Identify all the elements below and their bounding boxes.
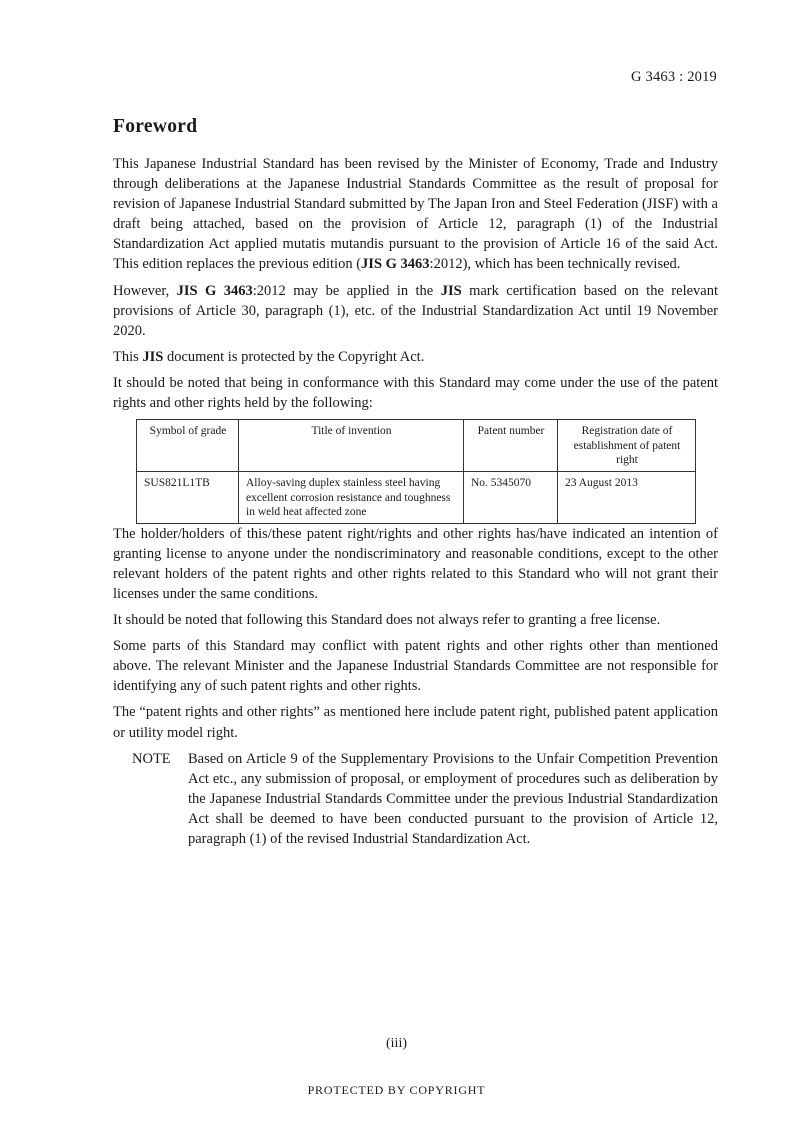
patent-table	[136, 419, 696, 524]
cell-patent-number: No. 5345070	[464, 471, 558, 523]
paragraph-license-holders: The holder/holders of this/these patent right/rights and other rights has/have indicated an intention of granting license to anyone under the nondiscriminatory and reasonable conditions, except to the other relevant holders of the patent rights and other rights related to this Standard who will not grant their licenses under the same conditions.	[113, 525, 718, 602]
cell-title-of-invention: Alloy-saving duplex stainless steel having excellent corrosion resistance and toughness in weld heat affected zone	[239, 471, 464, 523]
standard-reference: JIS G 3463	[176, 282, 253, 299]
header-title-of-invention: Title of invention	[239, 420, 464, 472]
foreword-body	[113, 154, 718, 849]
header-symbol-of-grade: Symbol of grade	[137, 420, 239, 472]
header-registration-date: Registration date of establishment of patent right	[558, 420, 696, 472]
paragraph-conflict: Some parts of this Standard may conflict with patent rights and other rights other than mentioned above. The relevant Minister and the Japanese Industrial Standards Committee are not responsible for identifying any of such patent rights and other rights.	[113, 638, 718, 695]
patent-table-header-row	[137, 420, 696, 472]
jis-mark: JIS	[440, 282, 462, 299]
paragraph-transition: However, JIS G 3463:2012 may be applied in the JIS mark certification based on the relevant provisions of Article 30, paragraph (1), etc. of the Industrial Standardization Act until 19 November 2020.	[113, 282, 719, 339]
note-label: NOTE	[132, 750, 171, 767]
cell-registration-date: 23 August 2013	[558, 471, 696, 523]
note-block	[113, 749, 718, 849]
note-text: Based on Article 9 of the Supplementary Provisions to the Unfair Competition Prevention Act etc., any submission of proposal, or employment of procedures such as deliberation by the Japanese Industrial Standards Committee under the previous Industrial Standardization Act shall be deemed to have been conducted pursuant to the provision of Article 12, paragraph (1) of the revised Industrial Standardization Act.	[188, 750, 718, 847]
page-title: Foreword	[113, 116, 198, 137]
paragraph-free-license: It should be noted that following this Standard does not always refer to granting a free license.	[113, 612, 661, 629]
page-number: (iii)	[386, 1036, 407, 1051]
paragraph-rights-definition: The “patent rights and other rights” as mentioned here include patent right, published patent application or utility model right.	[113, 704, 718, 741]
jis-mark: JIS	[142, 348, 164, 365]
cell-symbol-of-grade: SUS821L1TB	[137, 471, 239, 523]
header-patent-number: Patent number	[464, 420, 558, 472]
paragraph-patent-intro: It should be noted that being in conformance with this Standard may come under the use of the patent rights and other rights held by the following:	[113, 374, 718, 412]
standard-reference: JIS G 3463	[361, 256, 430, 273]
paragraph-revision: This Japanese Industrial Standard has been revised by the Minister of Economy, Trade and Industry through deliberations at the Japanese Industrial Standards Committee as the result of proposal for revision of Japanese Industrial Standard submitted by The Japan Iron and Steel Federation (JISF) with a draft being attached, based on the provision of Article 12, paragraph (1) of the Industrial Standardization Act applied mutatis mutandis pursuant to the provision of Article 16 of the said Act. This edition replaces the previous edition (JIS G 3463:2012), which has been technically revised.	[113, 156, 718, 273]
paragraph-copyright: This JIS document is protected by the Copyright Act.	[113, 348, 425, 365]
standard-identifier: G 3463 : 2019	[631, 69, 717, 85]
table-row	[137, 471, 696, 523]
copyright-footer: PROTECTED BY COPYRIGHT	[307, 1083, 486, 1097]
